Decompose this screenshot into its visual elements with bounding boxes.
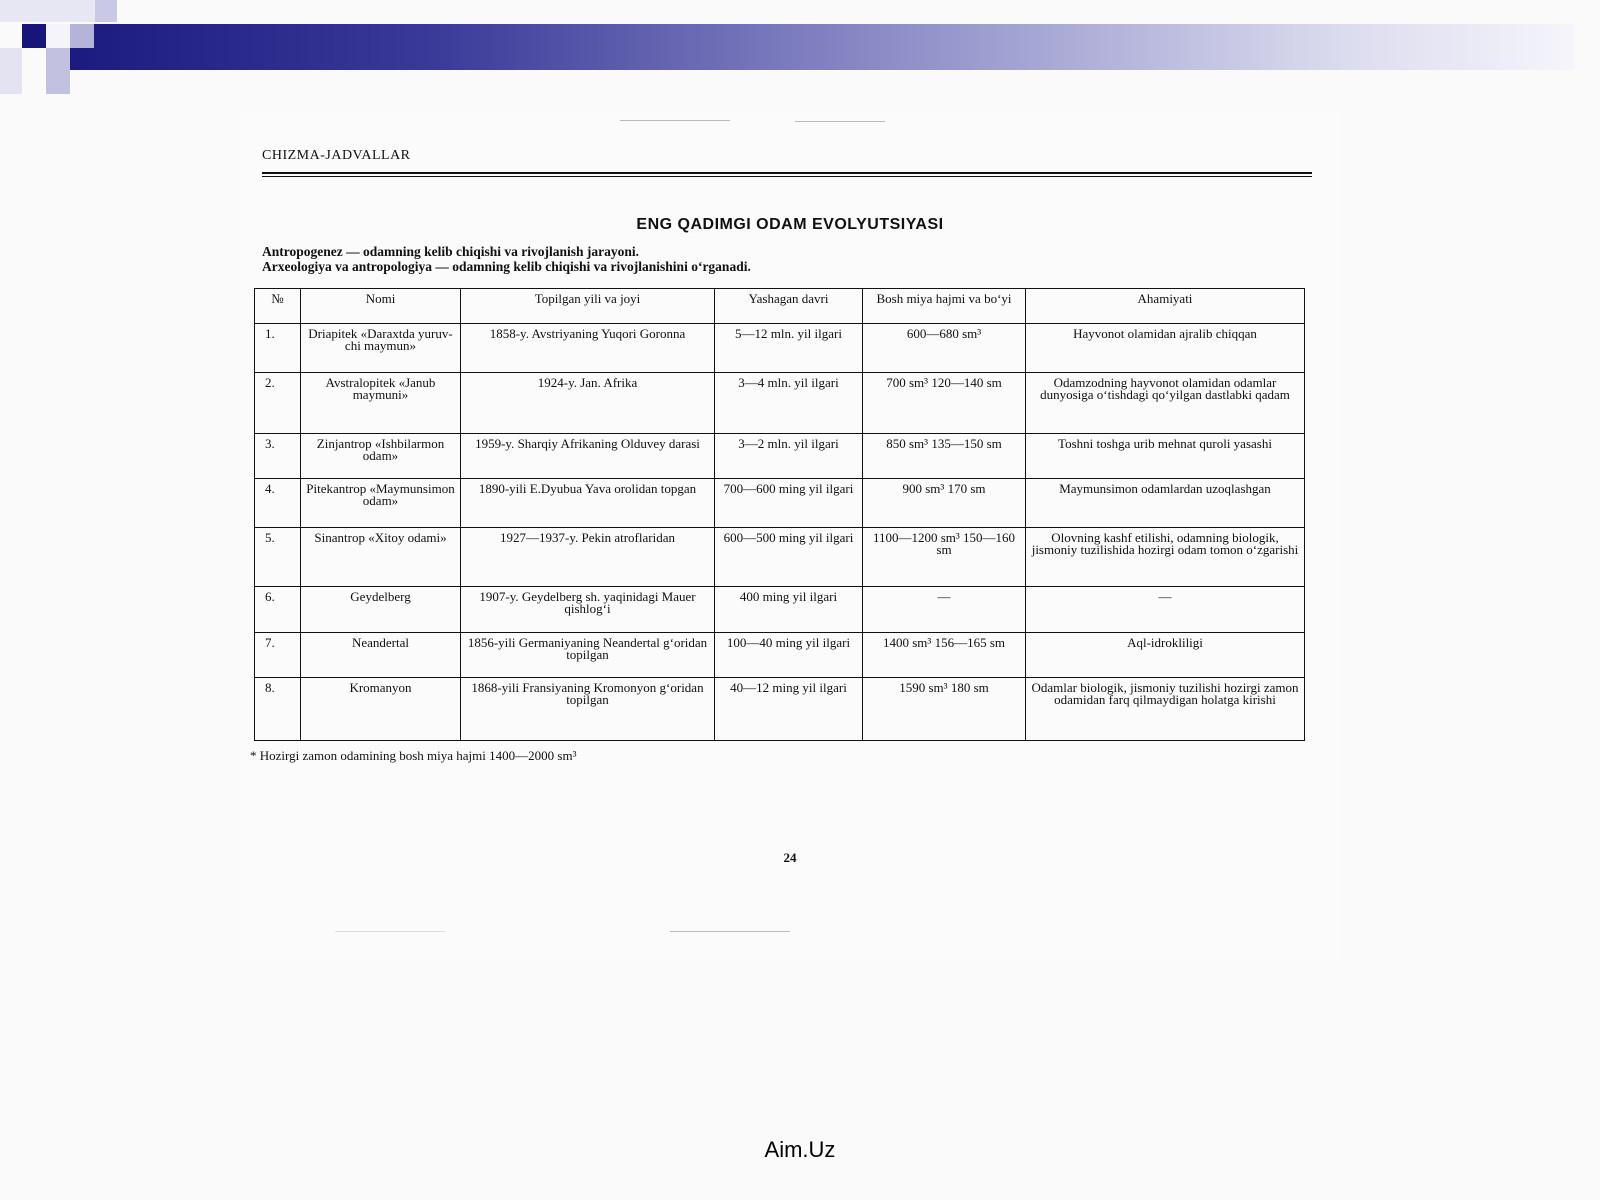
table-cell-number: 1. — [255, 324, 301, 373]
table-cell-found: 1924-y. Jan. Afrika — [461, 373, 715, 434]
table-cell-name: Neandertal — [301, 633, 461, 678]
table-row — [255, 633, 1305, 678]
scan-artifact-line — [795, 121, 885, 122]
table-cell-found: 1907-y. Geydelberg sh. yaqinidagi Mauer qishlog‘i — [461, 587, 715, 633]
table-cell-found: 1890-yili E.Dyubua Yava orolidan topgan — [461, 479, 715, 528]
table-cell-significance: Toshni toshga urib mehnat quroli yasashi — [1026, 434, 1305, 479]
table-cell-brain: 700 sm³ 120—140 sm — [863, 373, 1026, 434]
table-cell-name: Kromanyon — [301, 678, 461, 741]
table-cell-significance: Maymunsimon odamlardan uzoqlashgan — [1026, 479, 1305, 528]
table-cell-brain: 1400 sm³ 156—165 sm — [863, 633, 1026, 678]
table-cell-period: 3—2 mln. yil ilgari — [715, 434, 863, 479]
column-header: Nomi — [301, 289, 461, 324]
table-header-row — [255, 289, 1305, 324]
table-cell-number: 5. — [255, 528, 301, 587]
table-cell-name: Pitekantrop «Maymunsimon odam» — [301, 479, 461, 528]
table-cell-brain: 1590 sm³ 180 sm — [863, 678, 1026, 741]
table-cell-significance: Odamlar biologik, jismoniy tuzilishi hozirgi zamon odamidan farq qilmaydigan holatga kirishi — [1026, 678, 1305, 741]
scan-artifact-line — [335, 931, 445, 932]
table-cell-number: 7. — [255, 633, 301, 678]
table-cell-number: 4. — [255, 479, 301, 528]
table-cell-name: Driapitek «Daraxtda yuruv-chi maymun» — [301, 324, 461, 373]
scan-artifact-line — [620, 120, 730, 121]
table-row — [255, 479, 1305, 528]
table-row — [255, 324, 1305, 373]
footnote: * Hozirgi zamon odamining bosh miya hajmi 1400—2000 sm³ — [250, 748, 577, 763]
table-cell-period: 3—4 mln. yil ilgari — [715, 373, 863, 434]
header-square — [95, 0, 117, 22]
header-square — [70, 24, 94, 48]
header-square — [22, 24, 46, 48]
table-row — [255, 434, 1305, 479]
table-cell-period: 700—600 ming yil ilgari — [715, 479, 863, 528]
table-cell-name: Geydelberg — [301, 587, 461, 633]
table-cell-brain: 1100—1200 sm³ 150—160 sm — [863, 528, 1026, 587]
header-gradient-bar — [55, 24, 1575, 70]
table-cell-period: 5—12 mln. yil ilgari — [715, 324, 863, 373]
column-header: № — [255, 289, 301, 324]
table-cell-brain: 850 sm³ 135—150 sm — [863, 434, 1026, 479]
table-row — [255, 587, 1305, 633]
column-header: Topilgan yili va joyi — [461, 289, 715, 324]
table-cell-brain: 600—680 sm³ — [863, 324, 1026, 373]
table-cell-significance: Aql-idrokliligi — [1026, 633, 1305, 678]
table-row — [255, 678, 1305, 741]
table-cell-brain: 900 sm³ 170 sm — [863, 479, 1026, 528]
header-square — [0, 0, 95, 22]
table-cell-period: 600—500 ming yil ilgari — [715, 528, 863, 587]
table-cell-brain: — — [863, 587, 1026, 633]
table-cell-number: 2. — [255, 373, 301, 434]
definition-text: Antropogenez — odamning kelib chiqishi va rivojlanish jarayoni. — [262, 244, 640, 259]
header-square — [0, 48, 22, 94]
table-cell-found: 1868-yili Fransiyaning Kromonyon g‘oridan topilgan — [461, 678, 715, 741]
scanned-page — [240, 110, 1340, 960]
site-credit: Aim.Uz — [764, 1137, 836, 1162]
header-rule — [262, 172, 1312, 174]
header-square — [46, 24, 70, 48]
table-cell-found: 1856-yili Germaniyaning Neandertal g‘oridan topilgan — [461, 633, 715, 678]
page-number: 24 — [783, 850, 797, 865]
table-cell-name: Avstralopitek «Janub maymuni» — [301, 373, 461, 434]
table-cell-found: 1858-y. Avstriyaning Yuqori Goronna — [461, 324, 715, 373]
table-cell-number: 6. — [255, 587, 301, 633]
scan-artifact-line — [670, 931, 790, 932]
column-header: Ahamiyati — [1026, 289, 1305, 324]
table-cell-name: Sinantrop «Xitoy odami» — [301, 528, 461, 587]
page-title: ENG QADIMGI ODAM EVOLYUTSIYASI — [636, 216, 944, 233]
table-cell-period: 100—40 ming yil ilgari — [715, 633, 863, 678]
running-head: CHIZMA-JADVALLAR — [262, 148, 411, 163]
definition-text: Arxeologiya va antropologiya — odamning kelib chiqishi va rivojlanishini o‘rganadi. — [262, 259, 751, 274]
table-cell-found: 1927—1937-y. Pekin atroflaridan — [461, 528, 715, 587]
table-row — [255, 528, 1305, 587]
table-cell-number: 3. — [255, 434, 301, 479]
header-square — [46, 48, 70, 94]
table-cell-period: 400 ming yil ilgari — [715, 587, 863, 633]
header-rule — [262, 176, 1312, 177]
table-cell-significance: Olovning kashf etilishi, odamning biologik, jismoniy tuzilishida hozirgi odam tomon o‘zgarishi — [1026, 528, 1305, 587]
table-row — [255, 373, 1305, 434]
evolution-table — [254, 288, 1305, 741]
table-cell-significance: Hayvonot olamidan ajralib chiqqan — [1026, 324, 1305, 373]
table-cell-period: 40—12 ming yil ilgari — [715, 678, 863, 741]
table-cell-significance: Odamzodning hayvonot olamidan odamlar dunyosiga o‘tishdagi qo‘yilgan dastlabki qadam — [1026, 373, 1305, 434]
column-header: Bosh miya hajmi va bo‘yi — [863, 289, 1026, 324]
table-cell-number: 8. — [255, 678, 301, 741]
column-header: Yashagan davri — [715, 289, 863, 324]
table-cell-name: Zinjantrop «Ishbilarmon odam» — [301, 434, 461, 479]
table-cell-found: 1959-y. Sharqiy Afrikaning Olduvey darasi — [461, 434, 715, 479]
table-cell-significance: — — [1026, 587, 1305, 633]
